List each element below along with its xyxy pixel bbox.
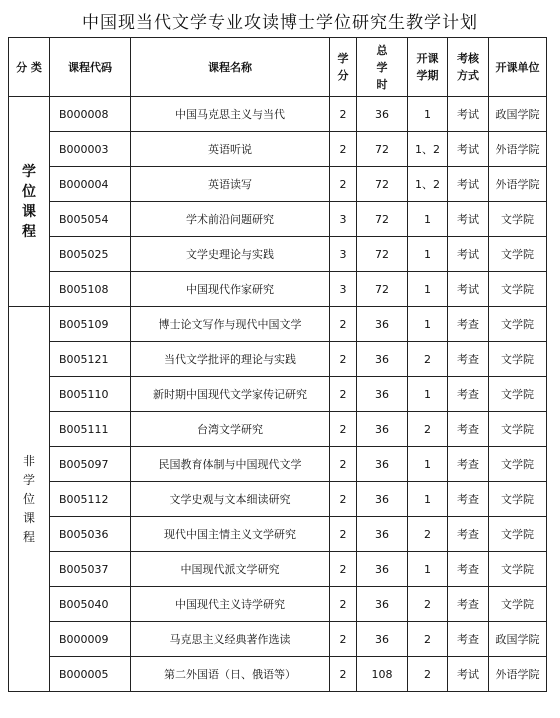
cell-credit: 2	[330, 132, 357, 167]
cell-unit: 外语学院	[489, 132, 547, 167]
cell-code: B005112	[50, 482, 131, 517]
cell-term: 1	[408, 482, 448, 517]
table-row	[9, 132, 547, 167]
table-row	[9, 622, 547, 657]
cell-code: B005040	[50, 587, 131, 622]
cell-exam: 考查	[448, 517, 489, 552]
cell-name: 马克思主义经典著作选读	[131, 622, 330, 657]
cell-name: 英语读写	[131, 167, 330, 202]
cell-unit: 文学院	[489, 272, 547, 307]
cell-unit: 文学院	[489, 447, 547, 482]
cell-term: 2	[408, 342, 448, 377]
cell-credit: 3	[330, 237, 357, 272]
cell-credit: 2	[330, 622, 357, 657]
header-exam: 考核方式	[448, 38, 489, 97]
cell-unit: 文学院	[489, 202, 547, 237]
cell-hours: 108	[357, 657, 408, 692]
header-code: 课程代码	[50, 38, 131, 97]
table-row	[9, 97, 547, 132]
category-label: 非学位课程	[22, 453, 35, 544]
cell-exam: 考查	[448, 377, 489, 412]
cell-credit: 3	[330, 202, 357, 237]
cell-code: B000004	[50, 167, 131, 202]
cell-term: 2	[408, 657, 448, 692]
cell-code: B000003	[50, 132, 131, 167]
cell-exam: 考试	[448, 132, 489, 167]
cell-term: 1	[408, 307, 448, 342]
cell-code: B000009	[50, 622, 131, 657]
cell-credit: 2	[330, 657, 357, 692]
cell-name: 文学史观与文本细读研究	[131, 482, 330, 517]
table-row	[9, 587, 547, 622]
cell-credit: 2	[330, 167, 357, 202]
cell-unit: 文学院	[489, 517, 547, 552]
cell-exam: 考查	[448, 552, 489, 587]
cell-term: 1	[408, 552, 448, 587]
cell-hours: 36	[357, 622, 408, 657]
cell-code: B005111	[50, 412, 131, 447]
cell-name: 文学史理论与实践	[131, 237, 330, 272]
cell-code: B005110	[50, 377, 131, 412]
cell-name: 学术前沿问题研究	[131, 202, 330, 237]
header-name: 课程名称	[131, 38, 330, 97]
cell-unit: 外语学院	[489, 167, 547, 202]
cell-exam: 考试	[448, 237, 489, 272]
cell-unit: 文学院	[489, 412, 547, 447]
cell-hours: 72	[357, 272, 408, 307]
cell-exam: 考查	[448, 587, 489, 622]
table-row	[9, 342, 547, 377]
cell-unit: 政国学院	[489, 97, 547, 132]
cell-term: 1、2	[408, 132, 448, 167]
cell-term: 2	[408, 517, 448, 552]
header-credit: 学分	[330, 38, 357, 97]
cell-term: 1	[408, 377, 448, 412]
table-row	[9, 202, 547, 237]
cell-name: 新时期中国现代文学家传记研究	[131, 377, 330, 412]
cell-hours: 72	[357, 132, 408, 167]
cell-hours: 36	[357, 447, 408, 482]
cell-credit: 2	[330, 307, 357, 342]
category-degree-courses	[9, 97, 50, 307]
cell-name: 中国现代作家研究	[131, 272, 330, 307]
cell-name: 第二外国语（日、俄语等）	[131, 657, 330, 692]
cell-exam: 考查	[448, 482, 489, 517]
cell-hours: 72	[357, 237, 408, 272]
header-category: 分 类	[9, 38, 50, 97]
cell-term: 2	[408, 412, 448, 447]
cell-term: 2	[408, 587, 448, 622]
teaching-plan-table	[8, 37, 547, 692]
cell-exam: 考查	[448, 412, 489, 447]
cell-credit: 2	[330, 412, 357, 447]
cell-term: 1、2	[408, 167, 448, 202]
cell-exam: 考试	[448, 272, 489, 307]
cell-hours: 36	[357, 307, 408, 342]
table-row	[9, 307, 547, 342]
cell-code: B005037	[50, 552, 131, 587]
cell-unit: 文学院	[489, 342, 547, 377]
cell-code: B005025	[50, 237, 131, 272]
cell-code: B005036	[50, 517, 131, 552]
cell-name: 英语听说	[131, 132, 330, 167]
cell-code: B000005	[50, 657, 131, 692]
cell-unit: 政国学院	[489, 622, 547, 657]
category-label: 学位课程	[22, 163, 36, 240]
cell-hours: 36	[357, 342, 408, 377]
cell-exam: 考查	[448, 307, 489, 342]
cell-exam: 考查	[448, 342, 489, 377]
cell-credit: 2	[330, 377, 357, 412]
header-row	[9, 38, 547, 97]
cell-unit: 文学院	[489, 587, 547, 622]
cell-name: 中国马克思主义与当代	[131, 97, 330, 132]
cell-code: B005121	[50, 342, 131, 377]
cell-hours: 36	[357, 517, 408, 552]
cell-credit: 2	[330, 552, 357, 587]
cell-term: 1	[408, 272, 448, 307]
cell-code: B005054	[50, 202, 131, 237]
cell-code: B005097	[50, 447, 131, 482]
cell-unit: 文学院	[489, 377, 547, 412]
cell-credit: 2	[330, 447, 357, 482]
cell-hours: 36	[357, 482, 408, 517]
cell-code: B000008	[50, 97, 131, 132]
cell-name: 中国现代派文学研究	[131, 552, 330, 587]
cell-credit: 2	[330, 97, 357, 132]
header-unit: 开课单位	[489, 38, 547, 97]
table-row	[9, 377, 547, 412]
cell-hours: 72	[357, 167, 408, 202]
cell-term: 2	[408, 622, 448, 657]
cell-credit: 2	[330, 482, 357, 517]
document-title: 中国现当代文学专业攻读博士学位研究生教学计划	[82, 13, 478, 33]
cell-name: 博士论文写作与现代中国文学	[131, 307, 330, 342]
cell-hours: 36	[357, 97, 408, 132]
cell-name: 当代文学批评的理论与实践	[131, 342, 330, 377]
cell-exam: 考试	[448, 167, 489, 202]
cell-term: 1	[408, 237, 448, 272]
cell-term: 1	[408, 447, 448, 482]
table-row	[9, 657, 547, 692]
cell-name: 现代中国主情主义文学研究	[131, 517, 330, 552]
cell-name: 中国现代主义诗学研究	[131, 587, 330, 622]
cell-code: B005108	[50, 272, 131, 307]
cell-code: B005109	[50, 307, 131, 342]
table-row	[9, 552, 547, 587]
cell-name: 台湾文学研究	[131, 412, 330, 447]
cell-credit: 3	[330, 272, 357, 307]
table-row	[9, 412, 547, 447]
cell-hours: 72	[357, 202, 408, 237]
cell-name: 民国教育体制与中国现代文学	[131, 447, 330, 482]
cell-unit: 文学院	[489, 307, 547, 342]
cell-exam: 考查	[448, 622, 489, 657]
cell-hours: 36	[357, 377, 408, 412]
cell-credit: 2	[330, 517, 357, 552]
cell-exam: 考试	[448, 202, 489, 237]
table-row	[9, 517, 547, 552]
cell-credit: 2	[330, 587, 357, 622]
cell-credit: 2	[330, 342, 357, 377]
cell-unit: 文学院	[489, 237, 547, 272]
table-row	[9, 237, 547, 272]
header-hours: 总学时	[357, 38, 408, 97]
cell-term: 1	[408, 202, 448, 237]
cell-exam: 考试	[448, 657, 489, 692]
header-term: 开课学期	[408, 38, 448, 97]
cell-hours: 36	[357, 552, 408, 587]
table-row	[9, 482, 547, 517]
table-row	[9, 272, 547, 307]
cell-unit: 文学院	[489, 482, 547, 517]
cell-exam: 考试	[448, 97, 489, 132]
cell-hours: 36	[357, 412, 408, 447]
cell-hours: 36	[357, 587, 408, 622]
category-non-degree-courses	[9, 307, 50, 692]
cell-term: 1	[408, 97, 448, 132]
cell-unit: 文学院	[489, 552, 547, 587]
table-row	[9, 167, 547, 202]
cell-exam: 考查	[448, 447, 489, 482]
cell-unit: 外语学院	[489, 657, 547, 692]
table-row	[9, 447, 547, 482]
